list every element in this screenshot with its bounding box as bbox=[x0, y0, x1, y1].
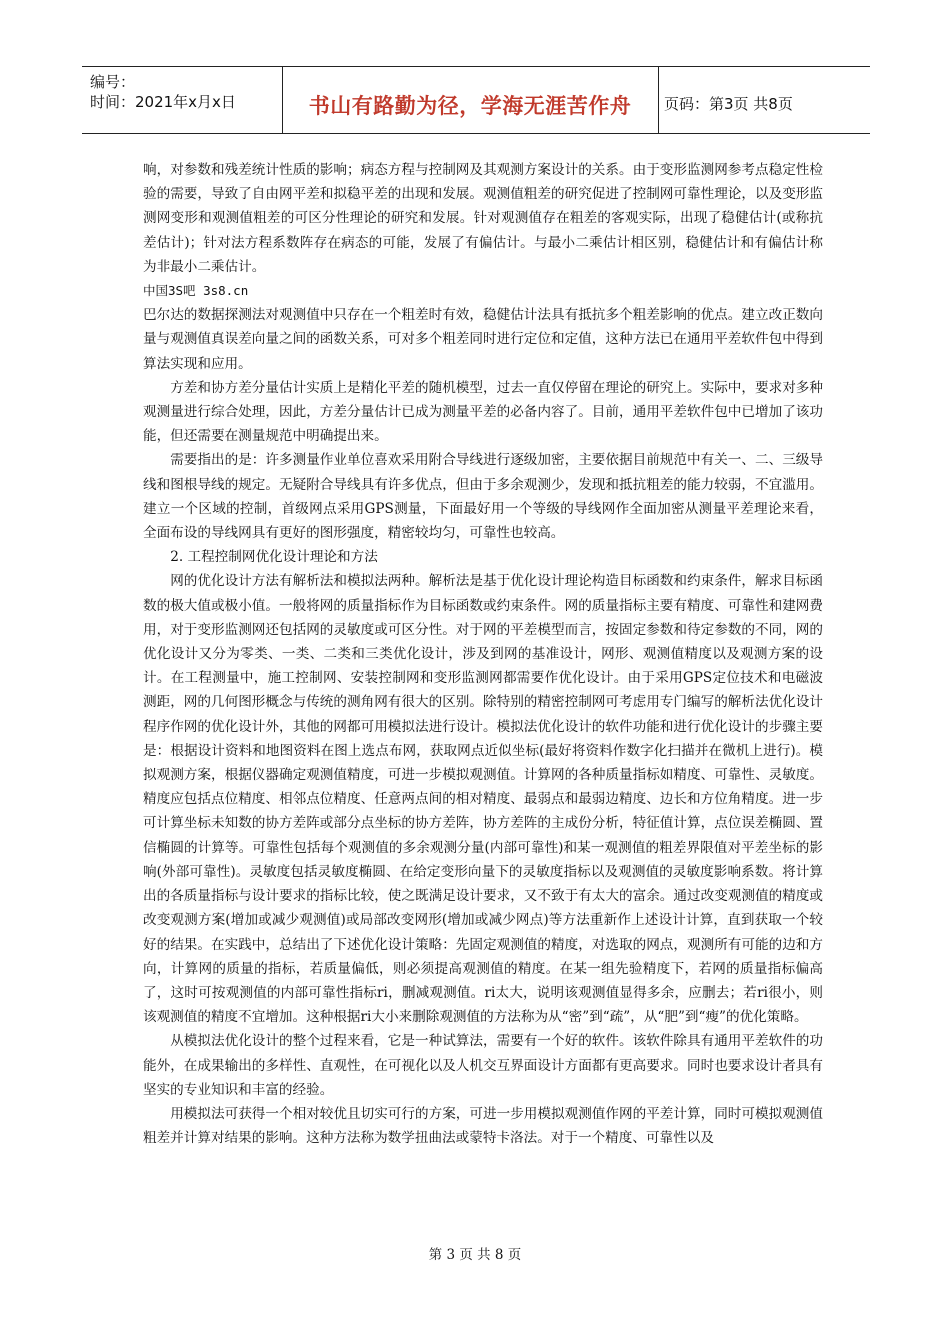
body-paragraph: 网的优化设计方法有解析法和模拟法两种。解析法是基于优化设计理论构造目标函数和约束条件，解求目标函数的极大值或极小值。一般将网的质量指标作为目标函数或约束条件。网的质量指标主要有精度、可靠性和建网费用，对于变形监测网还包括网的灵敏度或可区分性。对于网的平差模型而言，按固定参数和待定参数的不同，网的优化设计又分为零类、一类、二类和三类优化设计，涉及到网的基准设计，网形、观测值精度以及观测方案的设计。在工程测量中，施工控制网、安装控制网和变形监测网都需要作优化设计。由于采用GPS定位技术和电磁波测距，网的几何图形概念与传统的测角网有很大的区别。除特别的精密控制网可考虑用专门编写的解析法优化设计程序作网的优化设计外，其他的网都可用模拟法进行设计。模拟法优化设计的软件功能和进行优化设计的步骤主要是：根据设计资料和地图资料在图上选点布网，获取网点近似坐标(最好将资料作数字化扫描并在微机上进行)。模拟观测方案，根据仪器确定观测值精度，可进一步模拟观测值。计算网的各种质量指标如精度、可靠性、灵敏度。精度应包括点位精度、相邻点位精度、任意两点间的相对精度、最弱点和最弱边精度、边长和方位角精度。进一步可计算坐标未知数的协方差阵或部分点坐标的协方差阵，协方差阵的主成份分析，特征值计算，点位误差椭圆、置信椭圆的计算等。可靠性包括每个观测值的多余观测分量(内部可靠性)和某一观测值的粗差界限值对平差坐标的影响(外部可靠性)。灵敏度包括灵敏度椭圆、在给定变形向量下的灵敏度指标以及观测值的灵敏度影响系数。将计算出的各质量指标与设计要求的指标比较，使之既满足设计要求，又不致于有太大的富余。通过改变观测值的精度或改变观测方案(增加或减少观测值)或局部改变网形(增加或减少网点)等方法重新作上述设计计算，直到获取一个较好的结果。在实践中，总结出了下述优化设计策略：先固定观测值的精度，对选取的网点，观测所有可能的边和方向，计算网的质量的指标，若质量偏低，则必须提高观测值的精度。在某一组先验精度下，若网的质量指标偏高了，这时可按观测值的内部可靠性指标ri，删减观测值。ri太大，说明该观测值显得多余，应删去；若ri很小，则该观测值的精度不宜增加。这种根据ri大小来删除观测值的方法称为从“密”到“疏”，从“肥”到“瘦”的优化策略。 bbox=[143, 573, 823, 1026]
section-heading: 2. 工程控制网优化设计理论和方法 bbox=[170, 549, 378, 566]
header-page-info: 页码：第3页 共8页 bbox=[664, 95, 793, 113]
body-paragraph: 用模拟法可获得一个相对较优且切实可行的方案，可进一步用模拟观测值作网的平差计算，同时可模拟观测值粗差并计算对结果的影响。这种方法称为数学扭曲法或蒙特卡洛法。对于一个精度、可靠性以及 bbox=[143, 1105, 823, 1147]
page-footer: 第 3 页 共 8 页 bbox=[428, 1247, 522, 1263]
header-meta bbox=[90, 72, 280, 112]
site-watermark-text: 中国3S吧 3s8.cn bbox=[143, 283, 249, 299]
body-paragraph: 方差和协方差分量估计实质上是精化平差的随机模型，过去一直仅停留在理论的研究上。实际中，要求对多种观测量进行综合处理，因此，方差分量估计已成为测量平差的必备内容了。目前，通用平差软件包中已增加了该功能，但还需要在测量规范中明确提出来。 bbox=[143, 379, 823, 445]
header-bottom-rule bbox=[82, 133, 870, 134]
body-paragraph: 从模拟法优化设计的整个过程来看，它是一种试算法，需要有一个好的软件。该软件除具有通用平差软件的功能外，在成果输出的多样性、直观性，在可视化以及人机交互界面设计方面都有更高要求。同时也要求设计者具有坚实的专业知识和丰富的经验。 bbox=[143, 1033, 823, 1098]
header-divider-right bbox=[658, 66, 659, 134]
header-top-rule bbox=[82, 66, 870, 67]
body-paragraph: 响，对参数和残差统计性质的影响；病态方程与控制网及其观测方案设计的关系。由于变形监测网参考点稳定性检验的需要，导致了自由网平差和拟稳平差的出现和发展。观测值粗差的研究促进了控制网可靠性理论，以及变形监测网变形和观测值粗差的可区分性理论的研究和发展。针对观测值存在粗差的客观实际，出现了稳健估计(或称抗差估计)；针对法方程系数阵存在病态的可能，发展了有偏估计。与最小二乘估计相区别，稳健估计和有偏估计称为非最小二乘估计。 bbox=[143, 162, 823, 275]
body-paragraph: 巴尔达的数据探测法对观测值中只存在一个粗差时有效，稳健估计法具有抵抗多个粗差影响的优点。建立改正数向量与观测值真误差向量之间的函数关系，可对多个粗差同时进行定位和定值，这种方法已在通用平差软件包中得到算法实现和应用。 bbox=[143, 307, 823, 372]
document-code-label: 编号： bbox=[90, 73, 136, 91]
page-header bbox=[82, 66, 870, 136]
document-body bbox=[143, 158, 823, 1150]
header-motto: 书山有路勤为径，学海无涯苦作舟 bbox=[308, 94, 632, 118]
document-date: 时间：2021年x月x日 bbox=[90, 93, 236, 111]
body-paragraph: 需要指出的是：许多测量作业单位喜欢采用附合导线进行逐级加密，主要依据目前规范中有关一、二、三级导线和图根导线的规定。无疑附合导线具有许多优点，但由于多余观测少，发现和抵抗粗差的能力较弱，不宜滥用。建立一个区域的控制，首级网点采用GPS测量，下面最好用一个等级的导线网作全面加密从测量平差理论来看，全面布设的导线网具有更好的图形强度，精密较均匀，可靠性也较高。 bbox=[143, 452, 823, 542]
